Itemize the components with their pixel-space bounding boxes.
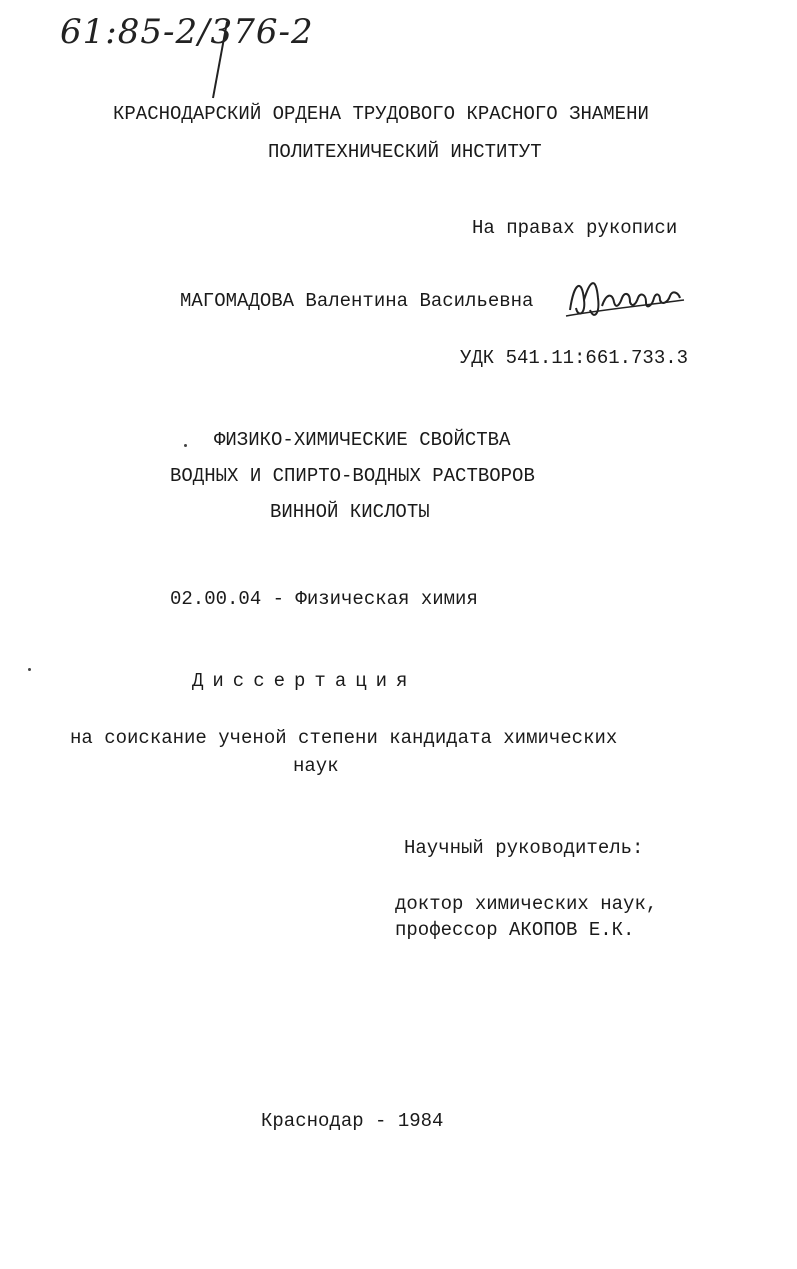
title-line-1: ФИЗИКО-ХИМИЧЕСКИЕ СВОЙСТВА bbox=[214, 429, 511, 451]
stray-dot bbox=[184, 444, 187, 447]
title-line-2: ВОДНЫХ И СПИРТО-ВОДНЫХ РАСТВОРОВ bbox=[170, 465, 535, 487]
supervisor-line-2: профессор АКОПОВ Е.К. bbox=[395, 919, 635, 941]
archive-mark: 61:85-2/376-2 bbox=[60, 12, 314, 52]
udc-code: УДК 541.11:661.733.3 bbox=[460, 347, 689, 369]
institution-line-2: ПОЛИТЕХНИЧЕСКИЙ ИНСТИТУТ bbox=[268, 141, 542, 163]
title-line-3: ВИННОЙ КИСЛОТЫ bbox=[270, 501, 430, 523]
rights-note: На правах рукописи bbox=[472, 217, 678, 239]
supervisor-label: Научный руководитель: bbox=[404, 837, 644, 859]
author-signature bbox=[560, 270, 690, 330]
archive-mark-stroke bbox=[205, 20, 235, 100]
degree-line-2: наук bbox=[293, 755, 339, 777]
institution-line-1: КРАСНОДАРСКИЙ ОРДЕНА ТРУДОВОГО КРАСНОГО ЗНАМЕНИ bbox=[113, 103, 649, 125]
place-year: Краснодар - 1984 bbox=[261, 1110, 444, 1132]
stray-dot-margin bbox=[28, 668, 31, 671]
specialty: 02.00.04 - Физическая химия bbox=[170, 588, 478, 610]
supervisor-line-1: доктор химических наук, bbox=[395, 893, 658, 915]
work-type: Диссертация bbox=[192, 670, 417, 692]
author-name: МАГОМАДОВА Валентина Васильевна bbox=[180, 290, 534, 312]
degree-line-1: на соискание ученой степени кандидата химических bbox=[70, 727, 618, 749]
